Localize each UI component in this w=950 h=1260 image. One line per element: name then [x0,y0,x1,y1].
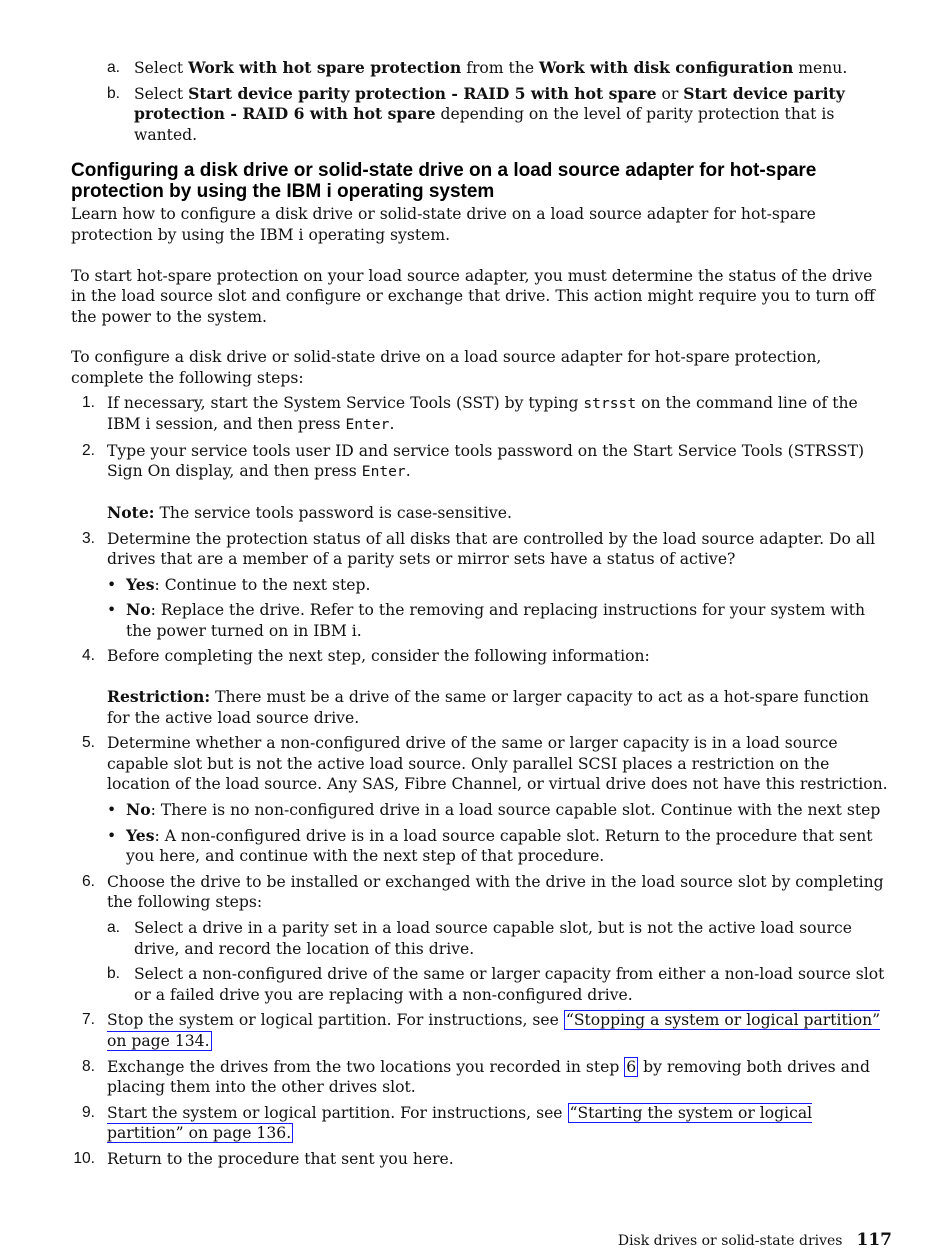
page-number: 117 [856,1230,892,1250]
step-number: 5. [81,734,95,752]
section-heading: Configuring a disk drive or solid-state drive on a load source adapter for hot-spare protection by using the IBM i operating system [71,160,817,203]
step-item: 8. Exchange the drives from the two locations you recorded in step 6 by removing both drives and placing them into the other drives slot. [71,1057,891,1098]
key-text: Enter [361,463,406,481]
bullet-icon: • [107,826,117,845]
step-item: 6. Choose the drive to be installed or exchanged with the drive in the load source slot by completing the following steps: a. Select a drive in a parity set in a load source capable slot, but is not the active load source drive, and record the location of this drive. b. Select a non-configured drive of the same or larger capacity from either a non-load source slot or a failed drive you are replacing with a non-configured drive. [71,872,891,1006]
step-number: 3. [81,529,95,547]
step-item: 4. Before completing the next step, consider the following information: Restriction: There must be a drive of the same or larger capacity to act as a hot-spare function for the active load source drive. [71,646,891,728]
step-item: 3. Determine the protection status of all disks that are controlled by the load source adapter. Do all drives that are a member of a parity sets or mirror sets have a status of active? • Yes: Continue to the next step. • No: Replace the drive. Refer to the removing and replacing instructions for your system with the power turned on in IBM i. [71,529,891,642]
step-number: 1. [81,393,95,411]
step-number: 9. [81,1103,95,1121]
step-number: 7. [81,1011,95,1029]
step-item: 9. Start the system or logical partition. For instructions, see “Starting the system or logical partition” on page 136. [71,1103,891,1144]
bullet-icon: • [107,801,117,820]
menu-name: Work with disk configuration [539,58,794,77]
bullet-item: • No: Replace the drive. Refer to the removing and replacing instructions for your system with the power turned on in IBM i. [107,600,866,640]
command-text: strsst [583,394,637,412]
step-item: 10. Return to the procedure that sent you here. [71,1149,891,1170]
note: Note: The service tools password is case-sensitive. [107,502,512,522]
list-marker: a. [107,919,121,936]
page-footer [618,1230,892,1250]
step-item: 5. Determine whether a non-configured drive of the same or larger capacity is in a load source capable slot but is not the active load source. Only parallel SCSI places a restriction on the location of the load source. Any SAS, Fibre Channel, or virtual drive does not have this restriction. • No: There is no non-configured drive in a load source capable slot. Continue with the next step • Yes: A non-configured drive is in a load source capable slot. Return to the procedure that sent you here, and continue with the next step of that procedure. [71,733,891,867]
menu-option: Start device parity protection - RAID 5 with hot spare [188,83,657,103]
step-6-link[interactable]: 6 [626,1057,637,1076]
step-item: 1. If necessary, start the System Service Tools (SST) by typing strsst on the command line of the IBM i session, and then press Enter. [71,393,891,436]
note-label: Note: [107,502,155,522]
bullet-icon: • [107,575,117,594]
step-item: 7. Stop the system or logical partition. For instructions, see “Stopping a system or logical partition” on page 134. [71,1010,891,1051]
bullet-icon: • [107,601,117,620]
stopping-system-link[interactable]: “Stopping a system or logical partition” on page 134. [107,1011,881,1050]
intro-paragraph: To start hot-spare protection on your load source adapter, you must determine the status of the drive in the load source slot and configure or exchange that drive. This action might require you to turn off the power to the system. [71,266,875,326]
list-marker: b. [107,965,121,983]
step-number: 8. [81,1057,95,1075]
bullet-item: • No: There is no non-configured drive in a load source capable slot. Continue with the next step [107,800,881,820]
intro-paragraph: To configure a disk drive or solid-state drive on a load source adapter for hot-spare protection, complete the following steps: [71,348,822,387]
intro-paragraph: Learn how to configure a disk drive or solid-state drive on a load source adapter for hot-spare protection by using the IBM i operating system. [71,205,816,244]
list-marker: b. [107,84,121,102]
sub-step: b. Select a non-configured drive of the same or larger capacity from either a non-load source slot or a failed drive you are replacing with a non-configured drive. [107,965,885,1004]
restriction-note: Restriction: There must be a drive of the same or larger capacity to act as a hot-spare function for the active load source drive. [107,687,869,727]
menu-option: Start device parity protection - RAID 6 with hot spare [134,83,845,124]
step-number: 4. [81,647,95,665]
step-item: 2. Type your service tools user ID and service tools password on the Start Service Tools (STRSST) Sign On display, and then press Enter. Note: The service tools password is case-sensitive. [71,441,891,524]
document-page [71,58,891,1175]
sub-step: a. Select a drive in a parity set in a load source capable slot, but is not the active load source drive, and record the location of this drive. [107,919,852,958]
step-number: 10. [73,1149,95,1167]
step-number: 2. [81,441,95,459]
key-text: Enter [345,416,390,434]
menu-option: Work with hot spare protection [188,58,462,77]
step-number: 6. [81,872,95,890]
list-item: b. Select Start device parity protection - RAID 5 with hot spare or Start device parity protection - RAID 6 with hot spare depending on the level of parity protection that is wanted. [107,83,845,144]
starting-system-link[interactable]: “Starting the system or logical partition” on page 136. [107,1103,813,1143]
list-marker: a. [107,59,121,76]
footer-section-title: Disk drives or solid-state drives [617,1233,843,1249]
bullet-item: • Yes: Continue to the next step. [107,574,371,594]
list-item: a. Select Work with hot spare protection from the Work with disk configuration menu. [107,58,848,77]
bullet-item: • Yes: A non-configured drive is in a load source capable slot. Return to the procedure that sent you here, and continue with the next step of that procedure. [107,825,873,866]
restriction-label: Restriction: [107,687,211,707]
